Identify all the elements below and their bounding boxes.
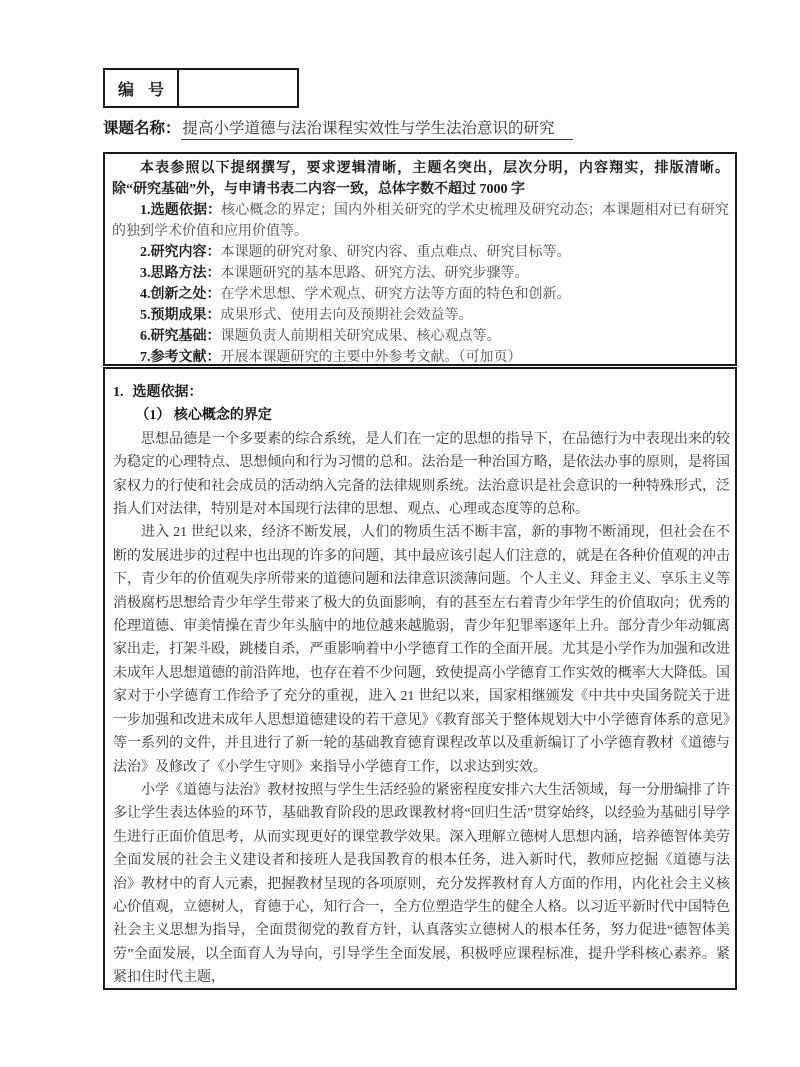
section-title: 选题依据：: [132, 385, 203, 400]
code-value-field: [179, 70, 297, 106]
guidelines-intro-line2: 除“研究基础”外，与申请书表二内容一致，总体字数不超过 7000 字: [112, 182, 525, 197]
project-title-value: 提高小学道德与法治课程实效性与学生法治意识的研究: [181, 120, 573, 140]
guideline-item-label: 4.创新之处：: [140, 287, 221, 302]
guideline-item: [112, 347, 729, 366]
guideline-item-text: 本课题的研究对象、研究内容、重点难点、研究目标等。: [220, 245, 571, 260]
main-content-box: [103, 367, 737, 990]
guideline-item-text: 本课题研究的基本思路、研究方法、研究步骤等。: [220, 266, 529, 281]
subsection-heading: （1） 核心概念的界定: [135, 408, 272, 424]
guideline-item: [112, 326, 729, 347]
guideline-item-label: 1.选题依据：: [140, 203, 222, 218]
guideline-item-text: 开展本课题研究的主要中外参考文献。（可加页）: [220, 350, 522, 365]
guideline-item-label: 7.参考文献：: [140, 350, 221, 365]
guideline-item-label: 2.研究内容：: [140, 245, 221, 260]
guideline-item: [112, 263, 729, 284]
project-title-label: 课题名称：: [103, 120, 181, 137]
body-paragraph: 小学《道德与法治》教材按照与学生生活经验的紧密程度安排六大生活领域，每一分册编排了许多让学生表达体验的环节，基础教育阶段的思政课教材将“回归生活”贯穿始终，以经验为基础引导学生进行正面价值思考，从而实现更好的课堂教学效果。深入理解立德树人思想内涵，培养德智体美劳全面发展的社会主义建设者和接班人是我国教育的根本任务，进入新时代，教师应挖掘《道德与法治》教材中的育人元素，把握教材呈现的各项原则，充分发挥教材育人方面的作用，内化社会主义核心价值观，立德树人，育德于心，知行合一，全方位塑造学生的健全人格。以习近平新时代中国特色社会主义思想为指导，全面贯彻党的教育方针，认真落实立德树人的根本任务，努力促进“德智体美劳”全面发展，以全面育人为导向，引导学生全面发展，积极呼应课程标准，提升学科核心素养。紧紧扣住时代主题，: [113, 782, 730, 986]
section-heading: [113, 381, 730, 404]
guideline-item-text: 在学术思想、学术观点、研究方法等方面的特色和创新。: [220, 287, 571, 302]
body-paragraph: 思想品德是一个多要素的综合系统，是人们在一定的思想的指导下，在品德行为中表现出来的较为稳定的心理特点、思想倾向和行为习惯的总和。法治是一种治国方略，是依法办事的原则，是将国家权力的行使和社会成员的活动纳入完备的法律规则系统。法治意识是社会意识的一种特殊形式，泛指人们对法律，特别是对本国现行法律的思想、观点、心理或态度等的总称。: [113, 431, 730, 518]
section-number: 1.: [113, 385, 124, 400]
guideline-item-label: 5.预期成果：: [140, 308, 221, 323]
guideline-item-text: 核心概念的界定；国内外相关研究的学术史梳理及研究动态；本课题相对已有研究的独到学术价值和应用价值等。: [112, 203, 730, 239]
code-label: 编 号: [105, 70, 179, 106]
project-title-line: [103, 116, 763, 138]
guideline-item: [112, 200, 729, 242]
body-paragraph: 进入 21 世纪以来，经济不断发展，人们的物质生活不断丰富，新的事物不断涌现，但社会在不断的发展进步的过程中也出现的许多的问题，其中最应该引起人们注意的，就是在各种价值观的冲击下，青少年的价值观失序所带来的道德问题和法律意识淡薄问题。个人主义、拜金主义、享乐主义等消极腐朽思想给青少年学生带来了极大的负面影响，有的甚至左右着青少年学生的价值取向；优秀的伦理道德、审美情操在青少年头脑中的地位越来越脆弱，青少年犯罪率逐年上升。部分青少年动辄离家出走，打架斗殴，跳楼自杀，严重影响着中小学德育工作的全面开展。尤其是小学作为加强和改进未成年人思想道德的前沿阵地，也存在着不少问题，致使提高小学德育工作实效的概率大大降低。国家对于小学德育工作给予了充分的重视，进入 21 世纪以来，国家相继颁发《中共中央国务院关于进一步加强和改进未成年人思想道德建设的若干意见》《教育部关于整体规划大中小学德育体系的意见》等一系列的文件，并且进行了新一轮的基础教育德育课程改革以及重新编订了小学德育教材《道德与法治》及修改了《小学生守则》来指导小学德育工作，以求达到实效。: [113, 525, 730, 775]
guideline-item-label: 6.研究基础：: [140, 329, 221, 344]
code-number-box: [103, 68, 299, 108]
guidelines-box: [103, 152, 737, 366]
guideline-item-text: 课题负责人前期相关研究成果、核心观点等。: [220, 329, 501, 344]
guideline-item: [112, 284, 729, 305]
guidelines-intro-line1: 本表参照以下提纲撰写，要求逻辑清晰，主题名突出，层次分明，内容翔实，排版清晰。: [140, 161, 729, 176]
guideline-item: [112, 242, 729, 263]
guideline-item-label: 3.思路方法：: [140, 266, 221, 281]
guideline-item-text: 成果形式、使用去向及预期社会效益等。: [220, 308, 473, 323]
guideline-item: [112, 305, 729, 326]
